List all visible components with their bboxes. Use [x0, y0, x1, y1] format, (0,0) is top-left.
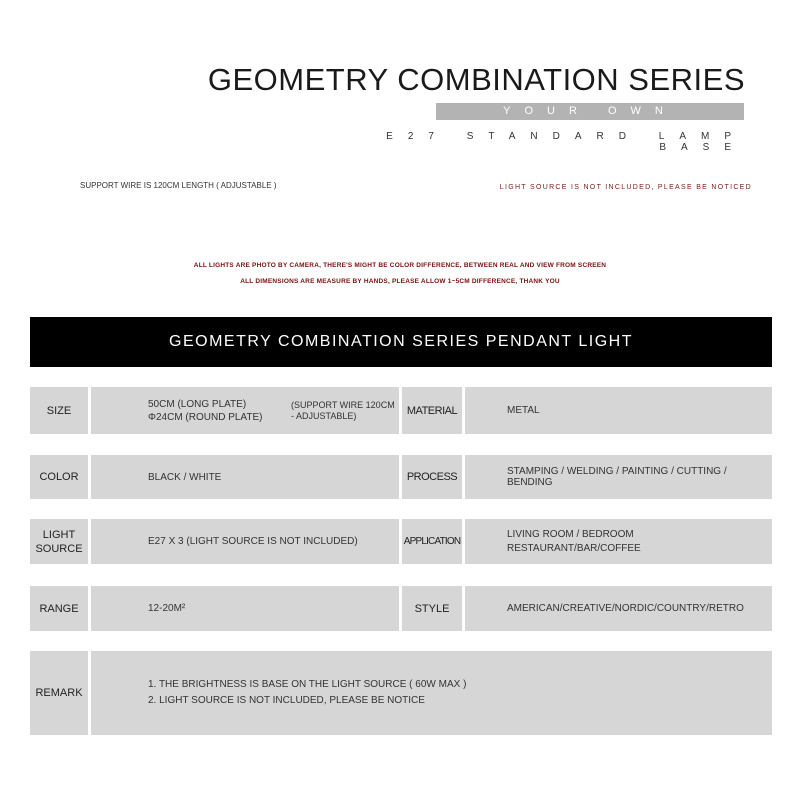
- remark-label: REMARK: [30, 651, 88, 735]
- remark-line2: 2. LIGHT SOURCE IS NOT INCLUDED, PLEASE BE NOTICE: [148, 695, 425, 706]
- application-line1: LIVING ROOM / BEDROOM: [507, 528, 634, 540]
- size-dimensions: [148, 398, 291, 424]
- style-value: AMERICAN/CREATIVE/NORDIC/COUNTRY/RETRO: [465, 586, 772, 631]
- material-label: MATERIAL: [402, 387, 462, 434]
- size-label: SIZE: [30, 387, 88, 434]
- light-source-label-line1: LIGHT: [42, 528, 76, 541]
- size-wire-note: [291, 400, 395, 422]
- application-value: [465, 519, 772, 564]
- size-note-line2: - ADJUSTABLE): [291, 410, 357, 421]
- light-source-label: [30, 519, 88, 564]
- light-source-note: LIGHT SOURCE IS NOT INCLUDED, PLEASE BE NOTICED: [499, 184, 752, 191]
- range-label: RANGE: [30, 586, 88, 631]
- process-label: PROCESS: [402, 455, 462, 499]
- color-difference-warning: ALL LIGHTS ARE PHOTO BY CAMERA, THERE'S MIGHT BE COLOR DIFFERENCE, BETWEEN REAL AND VIEW FROM SCREEN: [193, 262, 607, 269]
- material-value: METAL: [465, 387, 772, 434]
- main-title: GEOMETRY COMBINATION SERIES: [207, 62, 745, 97]
- size-value: [91, 387, 399, 434]
- color-label: COLOR: [30, 455, 88, 499]
- process-value: STAMPING / WELDING / PAINTING / CUTTING / BENDING: [465, 455, 772, 499]
- size-note-line1: (SUPPORT WIRE 120CM: [291, 399, 395, 410]
- remark-value: [91, 651, 772, 735]
- range-value: 12-20M²: [91, 586, 399, 631]
- application-label: APPLICATION: [402, 519, 462, 564]
- support-wire-note: SUPPORT WIRE IS 120CM LENGTH ( ADJUSTABLE ): [80, 181, 277, 190]
- application-line2: RESTAURANT/BAR/COFFEE: [507, 542, 641, 554]
- style-label: STYLE: [402, 586, 462, 631]
- dimension-warning: ALL DIMENSIONS ARE MEASURE BY HANDS, PLEASE ALLOW 1~5CM DIFFERENCE, THANK YOU: [240, 278, 560, 285]
- tagline: YOUR OWN STYLISH: [503, 105, 677, 134]
- remark-line1: 1. THE BRIGHTNESS IS BASE ON THE LIGHT SOURCE ( 60W MAX ): [148, 679, 467, 690]
- size-long-plate: 50CM (LONG PLATE): [148, 398, 247, 410]
- table-title: GEOMETRY COMBINATION SERIES PENDANT LIGHT: [169, 333, 633, 350]
- light-source-label-line2: SOURCE: [35, 542, 83, 555]
- light-source-value: E27 X 3 (LIGHT SOURCE IS NOT INCLUDED): [91, 519, 399, 564]
- lamp-base-text: E27 STANDARD LAMP BASE: [386, 131, 746, 153]
- color-value: BLACK / WHITE: [91, 455, 399, 499]
- size-round-plate: Φ24CM (ROUND PLATE): [148, 411, 263, 423]
